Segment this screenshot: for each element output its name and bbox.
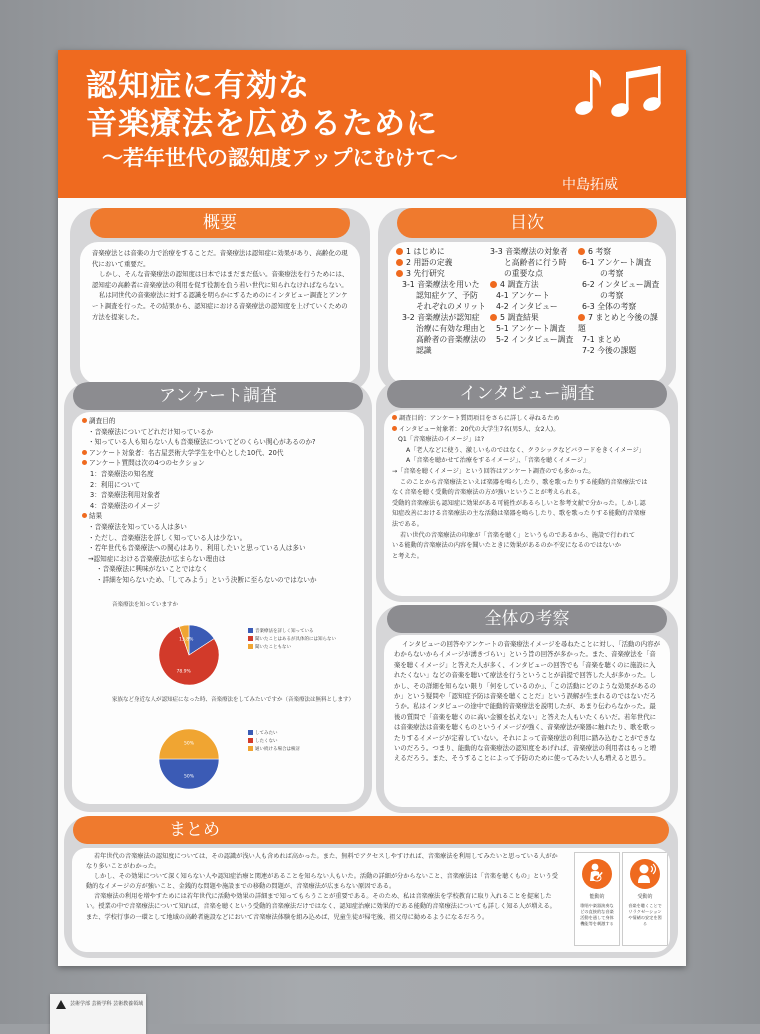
interview-heading: インタビュー調査 [387, 380, 667, 408]
author-name: 中島拓威 [562, 177, 618, 193]
survey-line: ・音楽療法についてどれだけ知っているか [88, 427, 214, 436]
legend-item [248, 746, 300, 754]
legend-label: 音楽療法を詳しく知っている [255, 629, 314, 634]
discussion-body [384, 635, 670, 807]
interview-line: インタビュー対象者：20代の大学生7名(男5人、女2人)。 [399, 425, 560, 433]
interview-line: 調査目的：アンケート質問項目をさらに詳しく尋ねるため [399, 415, 560, 422]
summary-paragraph: しかし、その効果について深く知らない人や認知症治療と関連があることを知らない人もいた。活動の詳細が分からないこと、音楽療法は「音楽を聴くもの」という受動的なイメージの方が強いこと、金銭的な問題や施設までの移動の問題が、音楽療法が広まらない原因である。 [86, 873, 558, 891]
interview-line: 法である。 [392, 520, 423, 528]
discussion-heading: 全体の考察 [387, 605, 667, 633]
listening-person-icon [630, 859, 660, 889]
toc-item: と高齢者に行う時 [504, 258, 567, 267]
bullet-icon [82, 460, 87, 465]
bullet-icon [490, 281, 497, 288]
toc-item: 5 調査結果 [500, 313, 539, 322]
poster-header [58, 50, 686, 198]
survey-panel [64, 382, 372, 812]
pie-chart-awareness [154, 620, 224, 690]
passive-therapy-card [622, 852, 668, 946]
active-therapy-desc: 歌唱や楽器演奏などの直接的な音楽活動を通して身体機能等を刺激する [580, 903, 614, 926]
toc-item: 4-2 インタビュー [496, 302, 558, 311]
discussion-paragraph: インタビューの回答やアンケートの音楽療法イメージを尋ねたことに対し、「活動の内容がわからないからイメージが湧きづらい」という旨の回答が多かった。また、音楽療法を「音楽を聴くイメージ」と答えた人が多く、インタビューの回答でも「音楽を聴くのに施設に入れたくない」などの音楽を聴いて療法を行うということが前提で回答した人が多かった。しかし、その詳細を知らない限り「何をしているのか」、「この活動にどのような効果があるのか」という疑問や「認知症予防は音楽を聴くことだ」という誤解が生まれるのではないだろうか。私はインタビューの途中で能動的音楽療法を説明したが、あまり伝わらなかった。最後の質問で「音楽を聴くのに高い金額を払えない」と答えた人もいたくらいだ。若年世代には音楽療法は音楽を聴くものというイメージが強く、音楽療法が楽器に触れたり、歌を歌ったりするイメージが定着していない。それによって音楽療法の利用に踏み込むことができないのだろう。つまり、能動的な音楽療法の認知度をあげれば、音楽療法の利用者はもっと増えるだろう。また、そうすることによって予防のために使ってみたい人も増えると思う。 [394, 640, 660, 763]
toc-item: 3-2 音楽療法が認知症 [402, 313, 480, 322]
summary-body [72, 848, 670, 952]
bullet-icon [82, 450, 87, 455]
chart2-legend [248, 730, 300, 754]
bullet-icon [82, 418, 87, 423]
toc-item: 3-1 音楽療法を用いた [402, 280, 480, 289]
interview-panel [376, 380, 678, 602]
toc-item: 治療に有効な理由と [416, 324, 487, 333]
overview-heading: 概要 [90, 208, 350, 238]
legend-label: 聞いたこともない [255, 645, 291, 650]
survey-line: 1：音楽療法の知名度 [90, 469, 154, 478]
school-logo-icon [56, 1000, 66, 1009]
toc-item: それぞれのメリット [416, 302, 486, 311]
toc-item: 認識 [416, 346, 432, 355]
title-line-2: 音楽療法を広めるために [86, 106, 438, 142]
survey-line: ・音楽療法を知っている人は多い [88, 522, 187, 531]
bullet-icon [392, 426, 397, 431]
survey-line: ・若年世代も音楽療法への関心はあり、利用したいと思っている人は多い [88, 544, 306, 553]
survey-line: アンケート対象者：名古屋芸術大学学生を中心とした10代、20代 [89, 448, 284, 457]
toc-item: の考察 [600, 269, 624, 278]
survey-line: ・音楽療法に興味がないことではなく [96, 565, 209, 574]
bullet-icon [490, 314, 497, 321]
toc-item: 4-1 アンケート [496, 291, 550, 300]
survey-line: ・知っている人も知らない人も音楽療法についてどのくらい関心があるのか? [88, 438, 316, 447]
interview-line: →「音楽を聴くイメージ」という回答はアンケート調査のでも多かった。 [392, 467, 595, 475]
toc-item: 認知症ケア、予防 [416, 291, 478, 300]
pie-slice-label: 50% [183, 774, 195, 780]
toc-item: 6 考察 [588, 247, 612, 256]
toc-item: 7-1 まとめ [582, 335, 621, 344]
toc-item: 3 先行研究 [406, 269, 445, 278]
chart1-legend [248, 628, 336, 652]
legend-item [248, 636, 336, 644]
survey-line: アンケート質問は次の4つのセクション [89, 459, 205, 468]
survey-line: 調査目的 [89, 417, 116, 425]
interview-line: A「音楽を聴かせて治療をするイメージ」、「音楽を聴くイメージ」 [406, 457, 590, 465]
overview-paragraph: 私は同世代の音楽療法に対する認識を明らかにするためのにインタビュー調査とアンケート調査を行った。その結果から、認知症における音楽療法の認知度を上げていくための方法を提案した。 [92, 291, 348, 321]
overview-body [80, 242, 360, 384]
survey-line: ・ただし、音楽療法を詳しく知っている人は少ない。 [88, 533, 247, 542]
survey-line: 3：音楽療法利用対象者 [90, 491, 161, 500]
legend-item [248, 644, 336, 652]
toc-item: 6-1 アンケート調査 [582, 258, 652, 267]
music-notes-icon [570, 62, 670, 122]
toc-item: 高齢者の音楽療法の [416, 335, 487, 344]
interview-line: と考えた。 [392, 552, 423, 560]
legend-item [248, 738, 300, 746]
summary-panel [64, 816, 678, 958]
summary-paragraph: 音楽療法の利用を増やすためには若年世代に活動や効果の詳細まで知ってもらうことが重要である。そのため、私は音楽療法を学校教育に取り入れることを提案したい。授業の中で音楽療法について知れば、音楽を聴くという受動的音楽療法だけではなく、認知症治療に効果的である能動的音楽療法についても詳しく知る人が増える。また、学校行事の一環として地域の高齢者施設などにおいて音楽療法体験を組み込めば、児童生徒が帰宅後、祖父母に勧めるようになるだろう。 [86, 893, 556, 921]
overview-paragraph: しかし、そんな音楽療法の認知度は日本ではまだまだ低い。音楽療法を行うためには、認知症の高齢者に音楽療法の利用を促す役割を負う若い世代に知られなければならない。 [92, 270, 349, 289]
pie-chart-willingness [154, 724, 224, 794]
summary-paragraph: 若年世代の音楽療法の認知度については、その認識が浅い人も含めれば高かった。また、無料でアクセスしやすければ、音楽療法を利用してみたいと思っている人がかなり多いことがわかった。 [86, 853, 558, 871]
toc-item: の考察 [600, 291, 624, 300]
toc-item: 6-2 インタビュー調査 [582, 280, 660, 289]
overview-panel [70, 208, 370, 393]
overview-paragraph: 音楽療法とは音楽の力で治療をすることだ。音楽療法は認知症に効果があり、高齢化の現代において重要だ。 [92, 249, 348, 268]
bullet-icon [392, 415, 397, 420]
bullet-icon [396, 270, 403, 277]
bullet-icon [578, 314, 585, 321]
pie-slice-label: 15.8% [179, 637, 194, 643]
toc-item: 5-2 インタビュー調査 [496, 335, 574, 344]
passive-therapy-label: 受動的 [637, 894, 653, 900]
survey-line: ・詳細を知らないため、「してみよう」という決断に至らないのではないか [96, 575, 317, 584]
bullet-icon [82, 513, 87, 518]
interview-line: いる能動的音楽療法の内容を聞いたときに効果があるのか不安になるのではないか [392, 542, 621, 550]
survey-line: 結果 [89, 512, 103, 521]
toc-item: 2 用語の定義 [406, 258, 453, 267]
pie-slice-label: 78.9% [176, 669, 191, 675]
discussion-panel [376, 605, 678, 813]
toc-item: 4 調査方法 [500, 280, 539, 289]
interview-body [384, 410, 670, 596]
toc-item: 5-1 アンケート調査 [496, 324, 566, 333]
chart1-title: 音楽療法を知っていますか [112, 602, 179, 608]
toc-item: 6-3 全体の考察 [582, 302, 637, 311]
bullet-icon [396, 248, 403, 255]
toc-item: 3-3 音楽療法の対象者 [490, 247, 568, 256]
label-card-text: 芸術学部 芸術学科 芸術教養領域 [70, 1001, 144, 1007]
legend-label: したくない [255, 739, 278, 744]
title-line-1: 認知症に有効な [86, 68, 310, 104]
toc-body [388, 242, 666, 384]
pie-slice-label: 50% [183, 741, 195, 747]
survey-line: 4：音楽療法のイメージ [90, 501, 160, 510]
toc-heading: 目次 [397, 208, 657, 238]
exhibit-label-card [50, 994, 146, 1034]
survey-heading: アンケート調査 [73, 382, 363, 410]
legend-label: してみたい [255, 731, 278, 736]
interview-line: なく音楽を聴く受動的音楽療法の方が強いということが考えられる。 [392, 489, 584, 497]
legend-label: 聞いたことはあるが具体的には知らない [255, 637, 336, 642]
interview-line: A「老人などに使う、激しいものではなく、クラシックなどバラードをきくイメージ」 [406, 446, 645, 454]
legend-label: 通い続ける場合は検討 [255, 747, 300, 752]
toc-item: 7-2 今後の課題 [582, 346, 637, 355]
interview-line: このことから音楽療法といえば楽器を鳴らしたり、歌を歌ったりする能動的音楽療法では [400, 478, 648, 486]
poster [58, 50, 686, 966]
toc-panel [378, 208, 676, 393]
subtitle: 〜若年世代の認知度アップにむけて〜 [102, 146, 458, 170]
survey-line: →認知症における音楽療法が広まらない理由は [88, 554, 226, 563]
interview-line: Q1「音楽療法のイメージ」は? [398, 436, 485, 444]
guitar-person-icon [582, 859, 612, 889]
interview-line: 若い世代の音楽療法の印象が「音楽を聴く」というものであるから、施設で行われて [400, 531, 636, 539]
toc-item: 7 まとめと今後の課題 [578, 313, 658, 333]
active-therapy-card [574, 852, 620, 946]
legend-item [248, 730, 300, 738]
active-therapy-label: 能動的 [589, 894, 605, 900]
chart2-title: 家族など身近な人が認知症になった時、音楽療法をしてみたいですか（音楽療法は無料とします） [112, 697, 355, 703]
survey-line: 2：利用について [90, 480, 141, 489]
bullet-icon [578, 248, 585, 255]
toc-item: 1 はじめに [406, 247, 445, 256]
survey-body [72, 412, 364, 804]
bullet-icon [396, 259, 403, 266]
interview-line: 知症改善における音楽療法の主な活動は楽器を鳴らしたり、歌を歌ったりする能動的音楽療 [392, 510, 646, 518]
interview-line: 受動的音楽療法も認知症に効果がある可能性があるらしいと参考文献で分かった。しかし認 [392, 499, 646, 507]
toc-item: の重要な点 [504, 269, 543, 278]
summary-heading: まとめ [73, 816, 669, 844]
passive-therapy-desc: 音楽を聴くことでリラクゼーションや情緒の安定を図る [628, 903, 662, 926]
legend-item [248, 628, 336, 636]
